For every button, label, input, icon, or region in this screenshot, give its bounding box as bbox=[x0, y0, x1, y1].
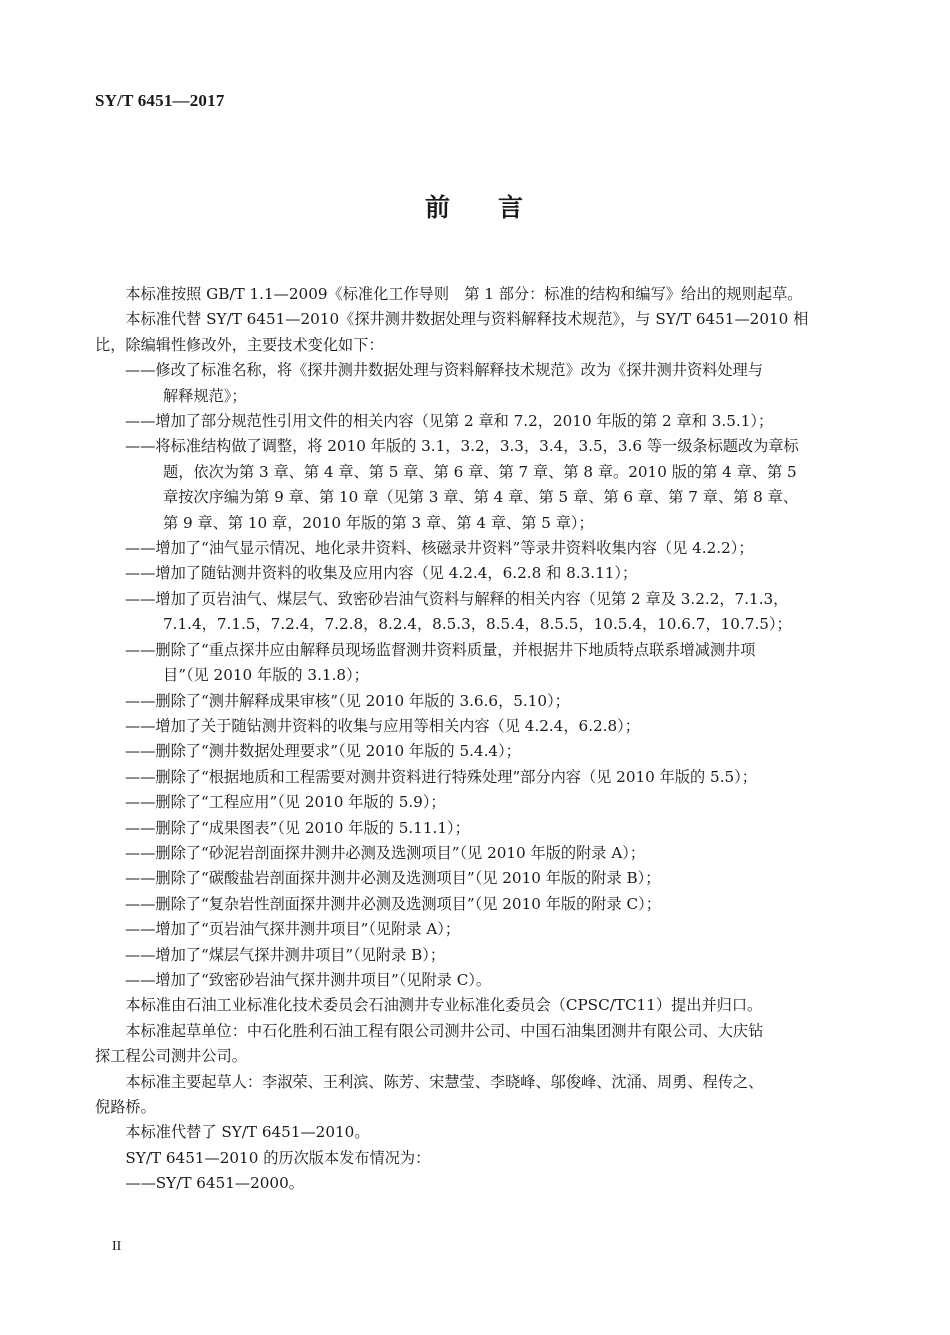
standard-code: SY/T 6451—2017 bbox=[95, 91, 225, 110]
paragraph-drafters-line-2: 倪路桥。 bbox=[95, 1098, 156, 1116]
change-item: ——增加了随钻测井资料的收集及应用内容（见 4.2.4，6.2.8 和 8.3.11）； bbox=[125, 564, 638, 583]
change-item-cont: 解释规范》； bbox=[163, 386, 247, 405]
change-item: ——删除了“工程应用”（见 2010 年版的 5.9）； bbox=[125, 793, 446, 812]
change-item: ——删除了“根据地质和工程需要对测井资料进行特殊处理”部分内容（见 2010 年版的 5.5）； bbox=[125, 767, 757, 786]
page-number: II bbox=[112, 1239, 122, 1254]
change-item: ——删除了“砂泥岩剖面探井测井必测及选测项目”（见 2010 年版的附录 A）； bbox=[125, 843, 646, 862]
version-history-item: ——SY/T 6451—2000。 bbox=[125, 1174, 304, 1193]
paragraph-technical-committee: 本标准由石油工业标准化技术委员会石油测井专业标准化委员会（CPSC/TC11）提出并归口。 bbox=[125, 996, 763, 1015]
change-item: ——增加了“煤层气探井测井项目”（见附录 B）； bbox=[125, 945, 446, 964]
change-item: ——删除了“测井解释成果审核”（见 2010 年版的 3.6.6，5.10）； bbox=[125, 691, 570, 710]
paragraph-replaces-standard: 本标准代替了 SY/T 6451—2010。 bbox=[125, 1123, 370, 1142]
change-item: ——增加了页岩油气、煤层气、致密砂岩油气资料与解释的相关内容（见第 2 章及 3.2.2，7.1.3， bbox=[125, 589, 789, 608]
foreword-body bbox=[95, 282, 847, 1197]
change-item-cont: 7.1.4，7.1.5，7.2.4，7.2.8，8.2.4，8.5.3，8.5.4，8.5.5，10.5.4，10.6.7，10.7.5）； bbox=[163, 615, 792, 634]
change-item: ——删除了“复杂岩性剖面探井测井必测及选测项目”（见 2010 年版的附录 C）； bbox=[125, 894, 661, 913]
title-char-1: 前 bbox=[424, 193, 452, 222]
change-item: ——增加了“致密砂岩油气探井测井项目”（见附录 C）。 bbox=[125, 970, 492, 989]
change-item: ——删除了“成果图表”（见 2010 年版的 5.11.1）； bbox=[125, 818, 470, 837]
paragraph-drafting-rules: 本标准按照 GB/T 1.1—2009《标准化工作导则 第 1 部分：标准的结构和编写》给出的规则起草。 bbox=[125, 285, 803, 303]
title-char-2: 言 bbox=[498, 193, 526, 222]
paragraph-replaces-line-2: 比，除编辑性修改外，主要技术变化如下： bbox=[95, 335, 384, 354]
change-item: ——删除了“重点探井应由解释员现场监督测井资料质量，并根据井下地质特点联系增减测井项 bbox=[125, 640, 756, 659]
change-item: ——增加了关于随钻测井资料的收集与应用等相关内容（见 4.2.4，6.2.8）； bbox=[125, 716, 640, 735]
paragraph-drafting-units-line-1: 本标准起草单位：中石化胜利石油工程有限公司测井公司、中国石油集团测井有限公司、大庆钻 bbox=[125, 1021, 764, 1040]
change-item-cont: 题，依次为第 3 章、第 4 章、第 5 章、第 6 章、第 7 章、第 8 章。2010 版的第 4 章、第 5 bbox=[163, 462, 797, 481]
paragraph-replaces-line-1: 本标准代替 SY/T 6451—2010《探井测井数据处理与资料解释技术规范》，与 SY/T 6451—2010 相 bbox=[125, 310, 809, 329]
change-item-cont: 第 9 章、第 10 章，2010 年版的第 3 章、第 4 章、第 5 章）； bbox=[163, 513, 594, 532]
paragraph-drafting-units-line-2: 探工程公司测井公司。 bbox=[95, 1047, 247, 1066]
change-item: ——增加了“页岩油气探井测井项目”（见附录 A）； bbox=[125, 920, 461, 939]
change-item-cont: 目”（见 2010 年版的 3.1.8）； bbox=[163, 666, 369, 685]
change-item: ——增加了部分规范性引用文件的相关内容（见第 2 章和 7.2，2010 年版的第 2 章和 3.5.1）； bbox=[125, 412, 774, 431]
paragraph-version-history: SY/T 6451—2010 的历次版本发布情况为： bbox=[125, 1148, 431, 1167]
page-title bbox=[0, 188, 950, 224]
change-item: ——将标准结构做了调整，将 2010 年版的 3.1，3.2，3.3，3.4，3.5，3.6 等一级条标题改为章标 bbox=[125, 437, 799, 456]
change-item-cont: 章按次序编为第 9 章、第 10 章（见第 3 章、第 4 章、第 5 章、第 6 章、第 7 章、第 8 章、 bbox=[163, 488, 799, 507]
change-item: ——删除了“测井数据处理要求”（见 2010 年版的 5.4.4）； bbox=[125, 742, 521, 761]
changes-list bbox=[95, 358, 847, 993]
change-item: ——增加了“油气显示情况、地化录井资料、核磁录井资料”等录井资料收集内容（见 4.2.2）； bbox=[125, 539, 754, 558]
change-item: ——删除了“碳酸盐岩剖面探井测井必测及选测项目”（见 2010 年版的附录 B）； bbox=[125, 869, 661, 888]
change-item: ——修改了标准名称，将《探井测井数据处理与资料解释技术规范》改为《探井测井资料处理与 bbox=[125, 361, 763, 380]
paragraph-drafters-line-1: 本标准主要起草人：李淑荣、王利滨、陈芳、宋慧莹、李晓峰、邬俊峰、沈涌、周勇、程传之、 bbox=[125, 1072, 764, 1091]
